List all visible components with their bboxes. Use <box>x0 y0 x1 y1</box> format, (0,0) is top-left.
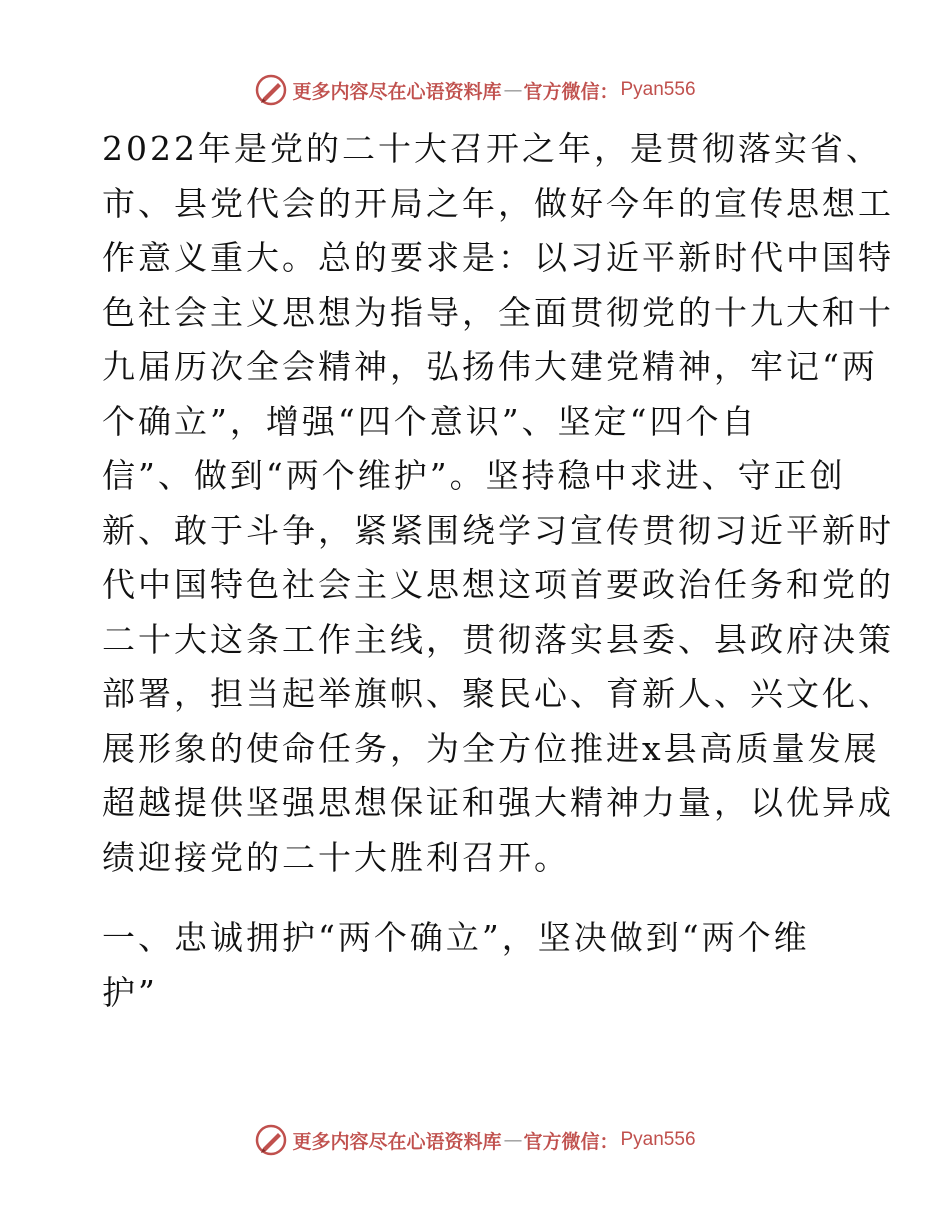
pen-logo-icon <box>254 1123 288 1157</box>
body-line: 色社会主义思想为指导，全面贯彻党的十九大和十 <box>102 292 894 332</box>
watermark-separator: — <box>503 79 522 101</box>
section-heading <box>102 911 852 1020</box>
body-line: 个确立”，增强“四个意识”、坚定“四个自 <box>102 401 758 441</box>
document-body <box>102 122 894 1020</box>
body-line: 代中国特色社会主义思想这项首要政治任务和党的 <box>102 565 894 604</box>
heading-line: 护” <box>102 972 158 1012</box>
watermark-wechat-label: 官方微信： <box>523 1130 619 1153</box>
watermark-wechat-label: 官方微信： <box>523 80 619 103</box>
heading-line: 一、忠诚拥护“两个确立”，坚决做到“两个维 <box>102 918 810 957</box>
body-line: 2022年是党的二十大召开之年，是贯彻落实省、 <box>102 129 882 168</box>
watermark-brand: 更多内容尽在心语资料库 <box>292 80 502 103</box>
body-line: 超越提供坚强思想保证和强大精神力量，以优异成 <box>102 783 894 822</box>
footer-watermark <box>0 1120 950 1160</box>
body-line: 新、敢于斗争，紧紧围绕学习宣传贯彻习近平新时 <box>102 510 894 550</box>
body-line: 信”、做到“两个维护”。坚持稳中求进、守正创 <box>102 456 846 495</box>
body-line: 作意义重大。总的要求是：以习近平新时代中国特 <box>102 238 894 277</box>
pen-logo-icon <box>254 73 288 107</box>
body-line: 市、县党代会的开局之年，做好今年的宣传思想工 <box>102 183 894 223</box>
watermark-wechat-id: Pyan556 <box>620 79 696 100</box>
body-line: 部署，担当起举旗帜、聚民心、育新人、兴文化、 <box>102 674 894 713</box>
header-watermark <box>0 70 950 110</box>
watermark-wechat-id: Pyan556 <box>620 1129 696 1150</box>
watermark-separator: — <box>503 1129 522 1151</box>
body-line: 绩迎接党的二十大胜利召开。 <box>102 837 570 877</box>
body-line: 九届历次全会精神，弘扬伟大建党精神，牢记“两 <box>102 347 878 386</box>
watermark-brand: 更多内容尽在心语资料库 <box>292 1130 502 1153</box>
body-line: 展形象的使命任务，为全方位推进x县高质量发展 <box>102 728 880 768</box>
body-line: 二十大这条工作主线，贯彻落实县委、县政府决策 <box>102 619 894 659</box>
